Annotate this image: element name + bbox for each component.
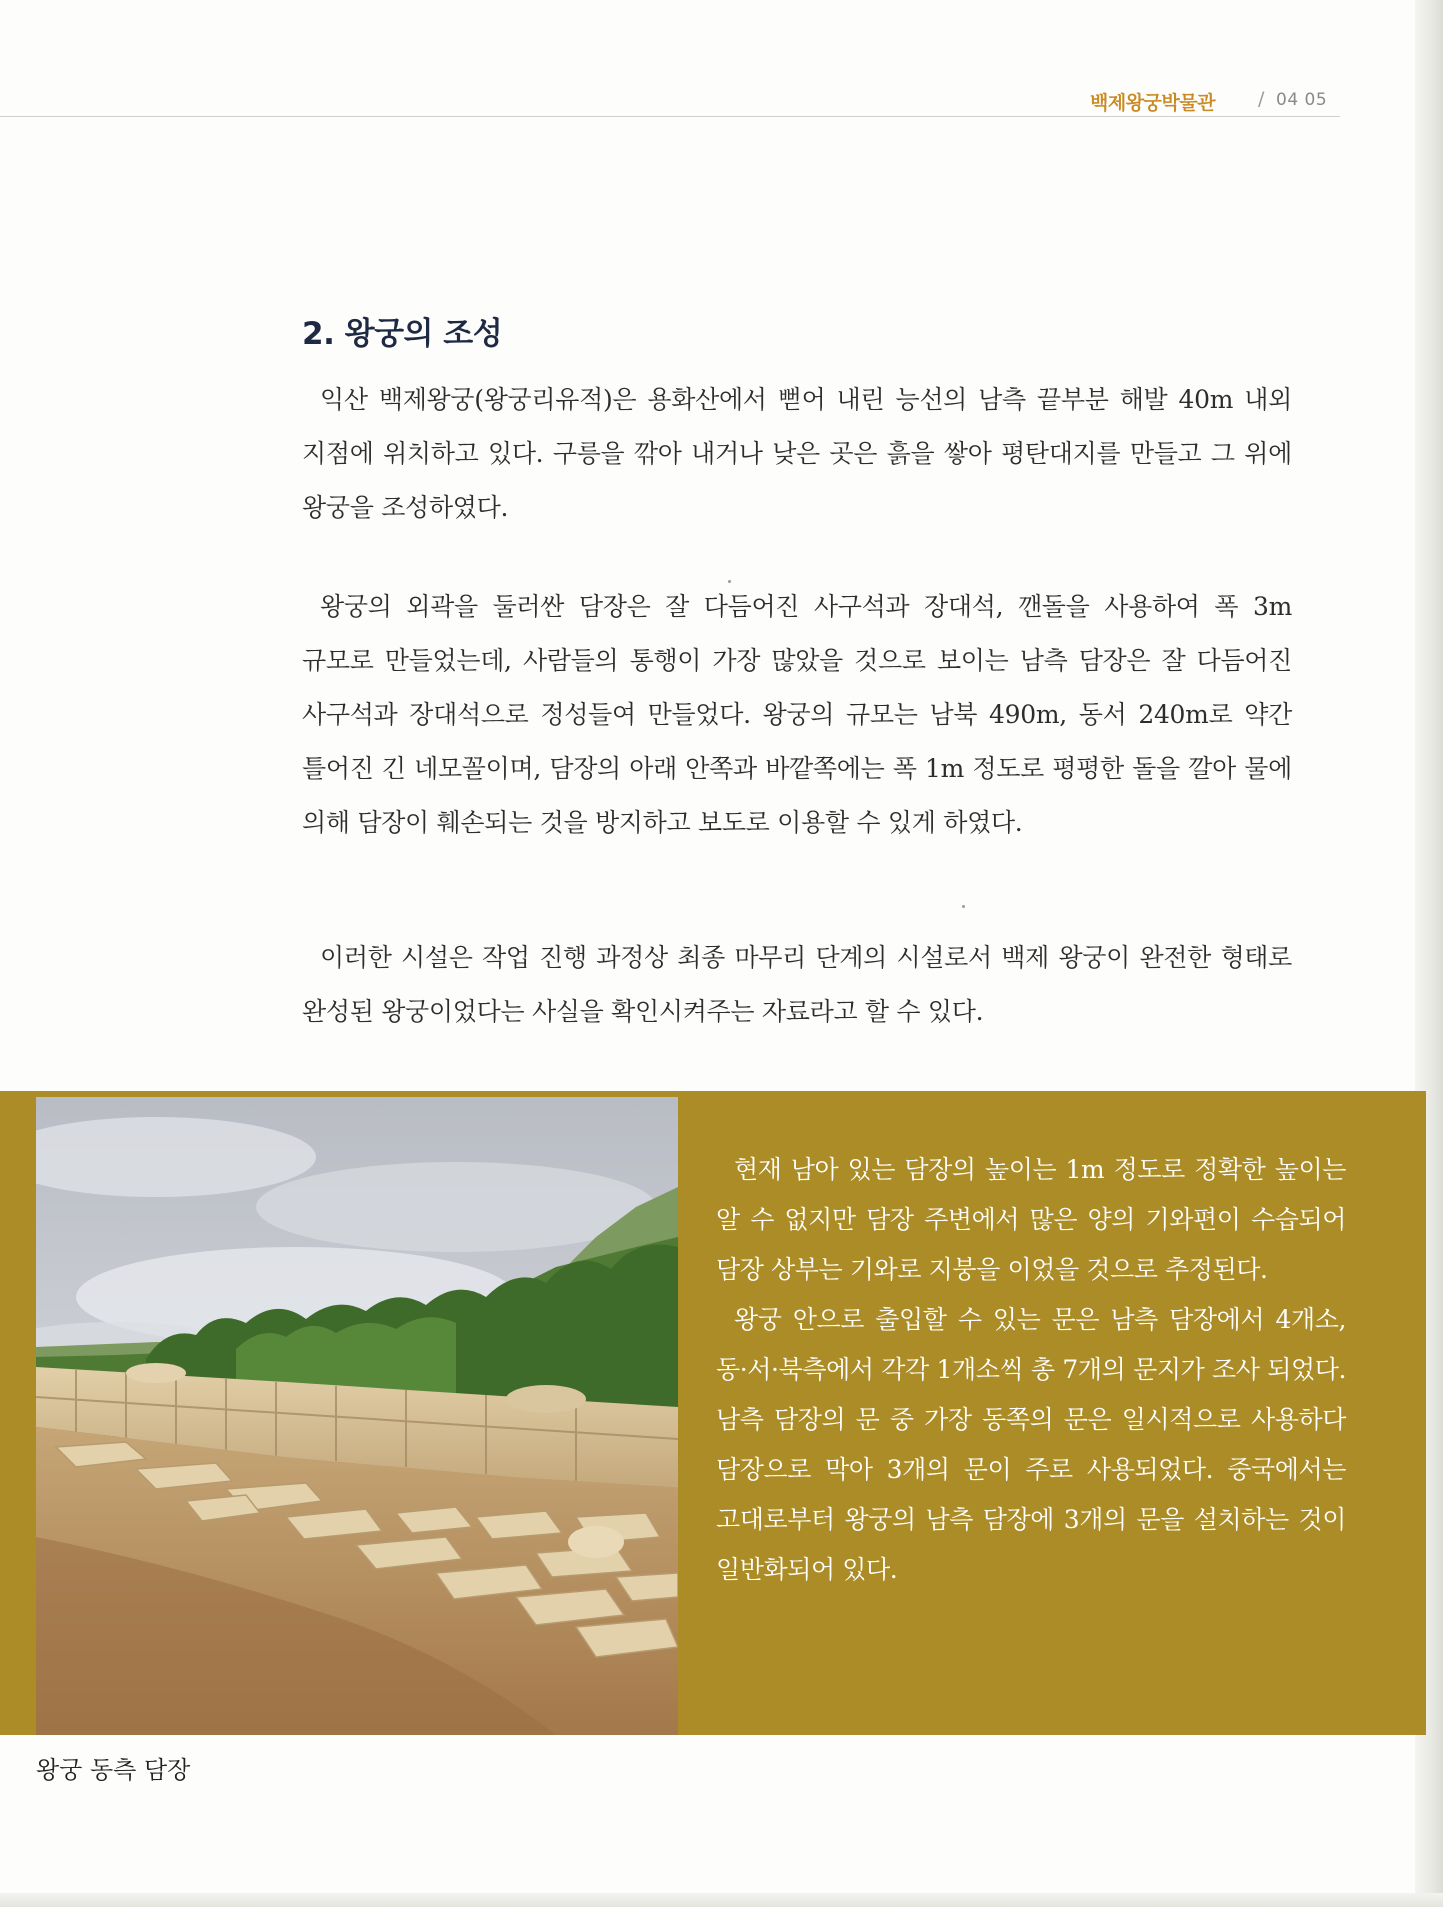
section-title: 2. 왕궁의 조성	[302, 316, 503, 352]
header-rule	[0, 116, 1340, 117]
scan-speck	[728, 580, 731, 583]
page-numbers: 04 05	[1276, 90, 1328, 110]
scan-speck	[962, 905, 965, 908]
running-header-separator: /	[1258, 88, 1265, 110]
infobox-paragraph-1: 현재 남아 있는 담장의 높이는 1m 정도로 정확한 높이는 알 수 없지만 담장 주변에서 많은 양의 기와편이 수습되어 담장 상부는 기와로 지붕을 이었을 것으로 추정된다.	[716, 1155, 1346, 1284]
body-paragraph-3: 이러한 시설은 작업 진행 과정상 최종 마무리 단계의 시설로서 백제 왕궁이 완전한 형태로 완성된 왕궁이었다는 사실을 확인시켜주는 자료라고 할 수 있다.	[302, 943, 1292, 1026]
photo-caption: 왕궁 동측 담장	[36, 1756, 191, 1784]
infobox-text	[716, 1145, 1346, 1595]
page-edge-bottom	[0, 1893, 1443, 1907]
running-header-title: 백제왕궁박물관	[1090, 92, 1215, 114]
wall-photo-illustration	[36, 1097, 678, 1735]
body-paragraph-2: 왕궁의 외곽을 둘러싼 담장은 잘 다듬어진 사구석과 장대석, 깬돌을 사용하여 폭 3m 규모로 만들었는데, 사람들의 통행이 가장 많았을 것으로 보이는 남측 담장은 잘 다듬어진 사구석과 장대석으로 정성들여 만들었다. 왕궁의 규모는 남북 490m, 동서 240m로 약간 틀어진 긴 네모꼴이며, 담장의 아래 안쪽과 바깥쪽에는 폭 1m 정도로 평평한 돌을 깔아 물에 의해 담장이 훼손되는 것을 방지하고 보도로 이용할 수 있게 하였다.	[302, 592, 1292, 837]
wall-photo	[36, 1097, 678, 1735]
infobox-paragraph-2: 왕궁 안으로 출입할 수 있는 문은 남측 담장에서 4개소, 동·서·북측에서 각각 1개소씩 총 7개의 문지가 조사 되었다. 남측 담장의 문 중 가장 동쪽의 문은 일시적으로 사용하다 담장으로 막아 3개의 문이 주로 사용되었다. 중국에서는 고대로부터 왕궁의 남측 담장에 3개의 문을 설치하는 것이 일반화되어 있다.	[716, 1305, 1346, 1584]
body-paragraph-1: 익산 백제왕궁(왕궁리유적)은 용화산에서 뻗어 내린 능선의 남측 끝부분 해발 40m 내외 지점에 위치하고 있다. 구릉을 깎아 내거나 낮은 곳은 흙을 쌓아 평탄대지를 만들고 그 위에 왕궁을 조성하였다.	[302, 385, 1292, 522]
